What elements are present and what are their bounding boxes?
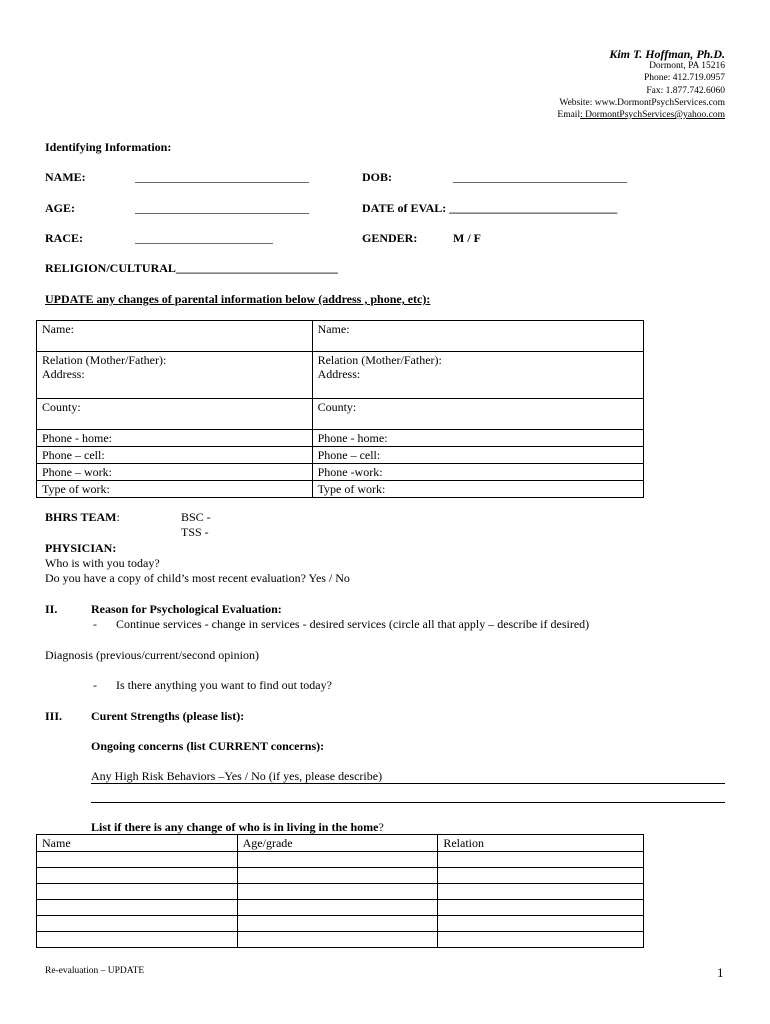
letterhead-fax: Fax: 1.877.742.6060 [646, 85, 725, 96]
household-header-age: Age/grade [237, 835, 438, 852]
household-cell[interactable] [438, 868, 644, 884]
email-label: Email [557, 110, 581, 121]
parent-info-table [36, 320, 644, 498]
section-2-numeral: II. [45, 602, 58, 616]
household-cell[interactable] [438, 852, 644, 868]
section-3-title: Curent Strengths (please list): [91, 709, 245, 723]
household-cell[interactable] [237, 884, 438, 900]
parent2-relation: Relation (Mother/Father): [317, 353, 442, 367]
parent2-county[interactable]: County: [312, 399, 643, 430]
household-table [36, 834, 644, 948]
letterhead-name: Kim T. Hoffman, Ph.D. [609, 47, 725, 61]
bhrs-team-colon: : [116, 510, 120, 524]
household-cell[interactable] [37, 916, 238, 932]
household-cell[interactable] [438, 900, 644, 916]
age-label: AGE: [45, 201, 75, 215]
letterhead-email [557, 109, 725, 121]
parent1-phone-work[interactable]: Phone – work: [37, 464, 313, 481]
parent1-type-of-work[interactable]: Type of work: [37, 481, 313, 498]
table-row [37, 852, 644, 868]
find-out-question: Is there anything you want to find out today? [116, 678, 332, 692]
household-header-name: Name [37, 835, 238, 852]
letterhead-address: Dormont, PA 15216 [649, 61, 725, 72]
bhrs-team-label [45, 510, 120, 525]
parent1-relation-address[interactable] [37, 352, 313, 399]
dob-line[interactable]: _____________________________ [453, 170, 627, 184]
parent2-phone-home[interactable]: Phone - home: [312, 430, 643, 447]
update-instruction: UPDATE any changes of parental information below (address , phone, etc): [45, 292, 431, 306]
letterhead-website: Website: www.DormontPsychServices.com [559, 97, 725, 108]
services-option: Continue services - change in services - desired services (circle all that apply – describe if desired) [116, 617, 590, 631]
parent2-name[interactable]: Name: [312, 321, 643, 352]
risk-answer-line-1[interactable] [91, 783, 725, 784]
table-row [37, 916, 644, 932]
parent2-phone-work[interactable]: Phone -work: [312, 464, 643, 481]
household-title [91, 820, 384, 835]
household-cell[interactable] [237, 900, 438, 916]
footer-label: Re-evaluation – UPDATE [45, 966, 145, 976]
parent1-phone-cell[interactable]: Phone – cell: [37, 447, 313, 464]
bsc-field[interactable]: BSC - [181, 510, 211, 524]
parent2-relation-address[interactable] [312, 352, 643, 399]
bhrs-team-title: BHRS TEAM [45, 510, 117, 524]
section-2-title: Reason for Psychological Evaluation: [91, 602, 282, 616]
who-with-you: Who is with you today? [45, 556, 160, 570]
parent1-county[interactable]: County: [37, 399, 313, 430]
name-line[interactable]: _____________________________ [135, 170, 309, 184]
identifying-title: Identifying Information: [45, 140, 172, 154]
high-risk-behaviors: Any High Risk Behaviors –Yes / No (if yes, please describe) [91, 769, 383, 783]
diagnosis-line: Diagnosis (previous/current/second opinion) [45, 648, 259, 662]
risk-answer-line-2[interactable] [91, 802, 725, 803]
household-cell[interactable] [237, 932, 438, 948]
household-cell[interactable] [237, 852, 438, 868]
parent1-phone-home[interactable]: Phone - home: [37, 430, 313, 447]
table-row [37, 868, 644, 884]
tss-field[interactable]: TSS - [181, 525, 209, 539]
household-header-relation: Relation [438, 835, 644, 852]
household-cell[interactable] [37, 932, 238, 948]
page-number: 1 [717, 965, 724, 980]
household-cell[interactable] [37, 868, 238, 884]
household-cell[interactable] [438, 884, 644, 900]
table-row [37, 884, 644, 900]
race-label: RACE: [45, 231, 83, 245]
table-row [37, 900, 644, 916]
parent2-phone-cell[interactable]: Phone – cell: [312, 447, 643, 464]
household-cell[interactable] [438, 916, 644, 932]
letterhead-phone: Phone: 412.719.0957 [643, 73, 725, 84]
parent1-address: Address: [42, 367, 85, 381]
table-row [37, 932, 644, 948]
date-eval-field[interactable]: DATE of EVAL: ____________________________ [362, 201, 618, 215]
household-cell[interactable] [438, 932, 644, 948]
household-title-qmark: ? [378, 820, 384, 834]
parent1-name[interactable]: Name: [37, 321, 313, 352]
age-line[interactable]: _____________________________ [135, 201, 309, 215]
parent1-relation: Relation (Mother/Father): [42, 353, 167, 367]
letterhead [557, 48, 725, 121]
household-cell[interactable] [37, 900, 238, 916]
household-cell[interactable] [237, 868, 438, 884]
section-2-dash-2: - [93, 678, 97, 692]
section-3-numeral: III. [45, 709, 63, 723]
gender-label: GENDER: [362, 231, 418, 245]
dob-label: DOB: [362, 170, 392, 184]
race-line[interactable]: _______________________ [135, 231, 273, 245]
household-cell[interactable] [237, 916, 438, 932]
parent2-address: Address: [317, 367, 361, 381]
name-label: NAME: [45, 170, 86, 184]
ongoing-concerns: Ongoing concerns (list CURRENT concerns): [91, 739, 325, 753]
household-cell[interactable] [37, 884, 238, 900]
religion-field[interactable]: RELIGION/CULTURAL___________________________ [45, 261, 338, 275]
section-2-dash: - [93, 617, 97, 631]
evaluation-copy-question: Do you have a copy of child’s most recent evaluation? Yes / No [45, 571, 350, 585]
household-cell[interactable] [37, 852, 238, 868]
physician-label: PHYSICIAN: [45, 541, 117, 555]
household-title-text: List if there is any change of who is in living in the home [91, 820, 379, 834]
parent2-type-of-work[interactable]: Type of work: [312, 481, 643, 498]
gender-options[interactable]: M / F [453, 231, 481, 245]
email-link[interactable]: : DormontPsychServices@yahoo.com [580, 110, 725, 121]
